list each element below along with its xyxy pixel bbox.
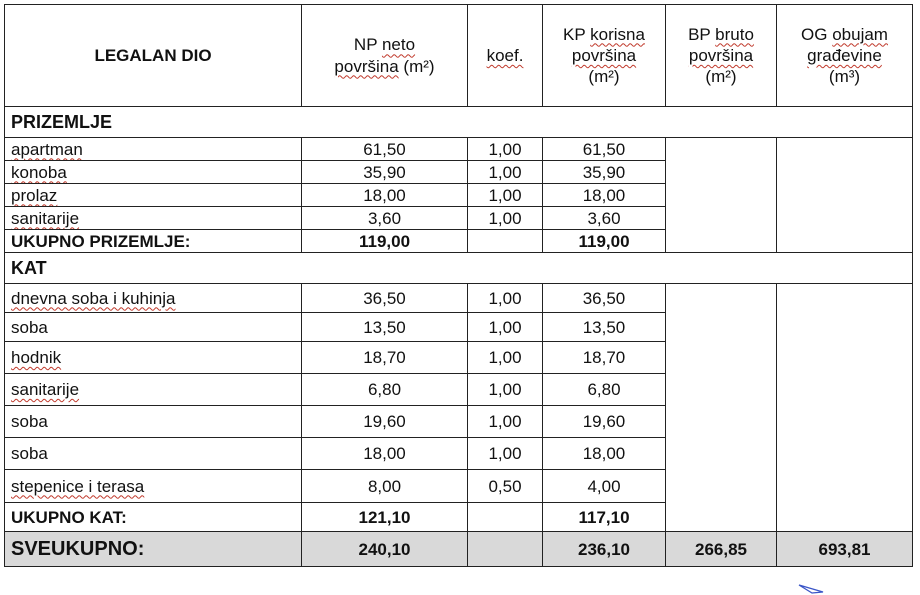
header-kp: KP korisna površina (m²) bbox=[543, 5, 666, 107]
grand-total-bp: 266,85 bbox=[666, 532, 777, 567]
room-name: soba bbox=[5, 313, 302, 342]
subtotal-kp: 119,00 bbox=[543, 230, 666, 253]
area-table bbox=[4, 4, 913, 567]
kp-value: 35,90 bbox=[543, 161, 666, 184]
room-name: sanitarije bbox=[11, 208, 80, 228]
kp-value: 61,50 bbox=[543, 138, 666, 161]
koef-value: 1,00 bbox=[468, 161, 543, 184]
kp-value: 13,50 bbox=[543, 313, 666, 342]
subtotal-label: UKUPNO PRIZEMLJE: bbox=[5, 230, 302, 253]
np-value: 36,50 bbox=[302, 284, 468, 313]
koef-value: 1,00 bbox=[468, 374, 543, 406]
room-name: apartman bbox=[11, 139, 83, 159]
table-row bbox=[5, 284, 913, 313]
header-np: NP neto površina (m²) bbox=[302, 5, 468, 107]
kp-value: 18,00 bbox=[543, 184, 666, 207]
np-value: 61,50 bbox=[302, 138, 468, 161]
np-value: 19,60 bbox=[302, 406, 468, 438]
bp-empty-cell bbox=[666, 284, 777, 532]
koef-value: 0,50 bbox=[468, 470, 543, 503]
np-value: 18,70 bbox=[302, 342, 468, 374]
kp-value: 19,60 bbox=[543, 406, 666, 438]
room-name: soba bbox=[5, 406, 302, 438]
og-empty-cell bbox=[777, 138, 913, 253]
koef-value: 1,00 bbox=[468, 207, 543, 230]
room-name: soba bbox=[5, 438, 302, 470]
bp-empty-cell bbox=[666, 138, 777, 253]
np-value: 18,00 bbox=[302, 184, 468, 207]
koef-value: 1,00 bbox=[468, 184, 543, 207]
table-row bbox=[5, 138, 913, 161]
og-empty-cell bbox=[777, 284, 913, 532]
header-legal: LEGALAN DIO bbox=[5, 5, 302, 107]
subtotal-label: UKUPNO KAT: bbox=[5, 503, 302, 532]
kp-value: 18,00 bbox=[543, 438, 666, 470]
room-name: prolaz bbox=[11, 185, 58, 205]
section-row-ground bbox=[5, 107, 913, 138]
section-row-floor bbox=[5, 253, 913, 284]
section-title-ground: PRIZEMLJE bbox=[5, 107, 913, 138]
subtotal-np: 119,00 bbox=[302, 230, 468, 253]
koef-value: 1,00 bbox=[468, 406, 543, 438]
room-name: sanitarije bbox=[11, 380, 80, 399]
grand-total-kp: 236,10 bbox=[543, 532, 666, 567]
grand-total-label: SVEUKUPNO: bbox=[5, 532, 302, 567]
header-og: OG obujam građevine (m³) bbox=[777, 5, 913, 107]
subtotal-kp: 117,10 bbox=[543, 503, 666, 532]
np-value: 13,50 bbox=[302, 313, 468, 342]
room-name: dnevna soba i kuhinja bbox=[11, 288, 176, 308]
room-name: hodnik bbox=[11, 348, 62, 367]
grand-total-og: 693,81 bbox=[777, 532, 913, 567]
np-value: 18,00 bbox=[302, 438, 468, 470]
room-name: konoba bbox=[11, 162, 67, 182]
koef-value: 1,00 bbox=[468, 342, 543, 374]
koef-value: 1,00 bbox=[468, 438, 543, 470]
header-bp: BP bruto površina (m²) bbox=[666, 5, 777, 107]
np-value: 8,00 bbox=[302, 470, 468, 503]
grand-total-row bbox=[5, 532, 913, 567]
grand-total-np: 240,10 bbox=[302, 532, 468, 567]
subtotal-np: 121,10 bbox=[302, 503, 468, 532]
kp-value: 36,50 bbox=[543, 284, 666, 313]
np-value: 35,90 bbox=[302, 161, 468, 184]
np-value: 6,80 bbox=[302, 374, 468, 406]
np-value: 3,60 bbox=[302, 207, 468, 230]
koef-value: 1,00 bbox=[468, 313, 543, 342]
header-koef: koef. bbox=[468, 5, 543, 107]
koef-value: 1,00 bbox=[468, 138, 543, 161]
cursor-arrow-icon bbox=[798, 584, 826, 595]
kp-value: 4,00 bbox=[543, 470, 666, 503]
kp-value: 3,60 bbox=[543, 207, 666, 230]
kp-value: 6,80 bbox=[543, 374, 666, 406]
room-name: stepenice i terasa bbox=[11, 476, 145, 496]
section-title-floor: KAT bbox=[5, 253, 913, 284]
header-row bbox=[5, 5, 913, 107]
kp-value: 18,70 bbox=[543, 342, 666, 374]
koef-value: 1,00 bbox=[468, 284, 543, 313]
